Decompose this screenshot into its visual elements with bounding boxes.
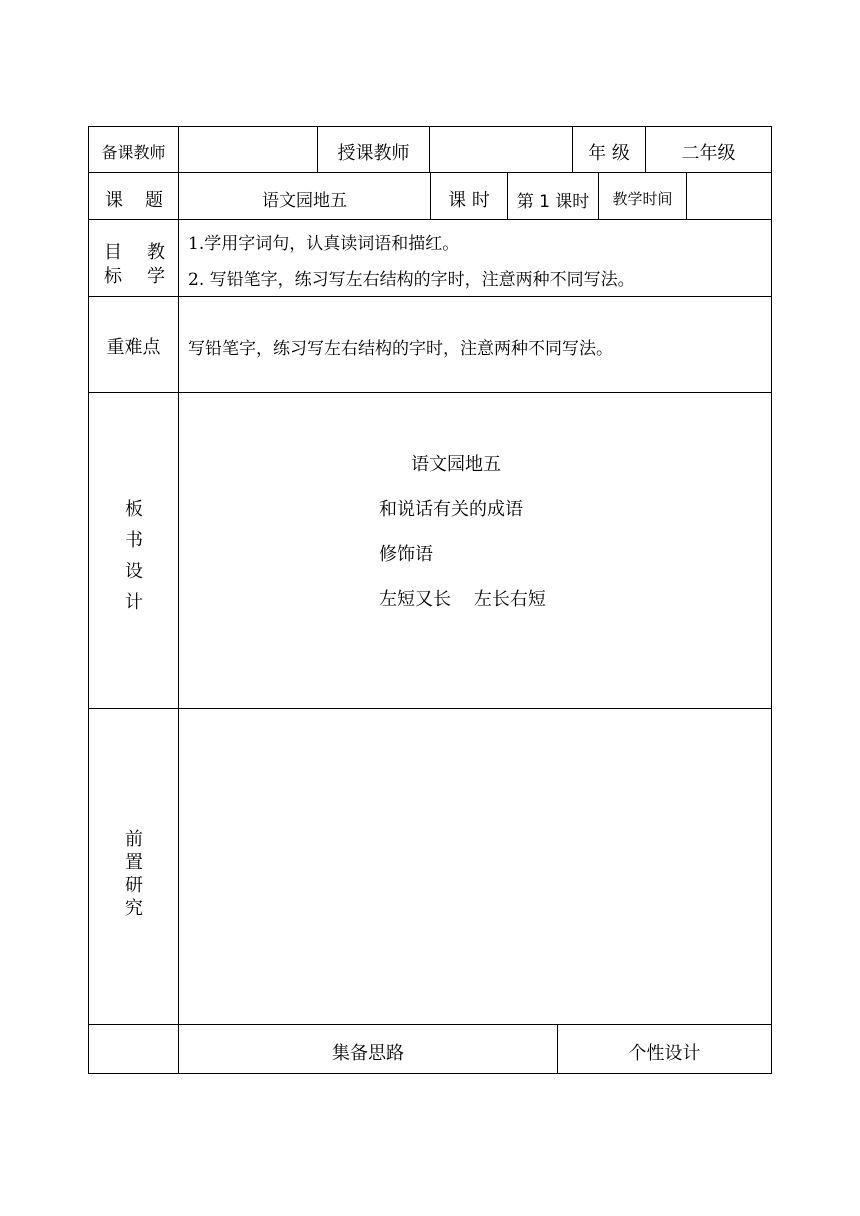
- collective-prep-cell: [178, 1024, 558, 1074]
- prep-teacher-value-cell[interactable]: [178, 126, 318, 173]
- grade-value: 二年级: [681, 143, 736, 164]
- board-design-label-char: 计: [125, 592, 143, 613]
- topic-label-char-1: 课: [105, 190, 123, 211]
- collective-prep-label: 集备思路: [332, 1043, 404, 1064]
- key-points-label-cell: [88, 296, 179, 393]
- board-design-label-char: 书: [125, 530, 143, 551]
- prep-teacher-label-cell: [88, 126, 179, 173]
- objectives-label-char: 教: [147, 242, 165, 263]
- teaching-time-label-cell: [598, 172, 687, 220]
- personal-design-label: 个性设计: [628, 1043, 701, 1064]
- objectives-label-cell: [88, 219, 179, 297]
- topic-value: 语文园地五: [262, 191, 347, 211]
- period-value: 第 1 课时: [516, 192, 590, 212]
- grade-value-cell: [645, 126, 772, 173]
- period-value-cell: [507, 172, 599, 220]
- teacher-value-cell[interactable]: [429, 126, 573, 173]
- objectives-label-char: 标: [104, 266, 122, 287]
- prep-teacher-label: 备课教师: [101, 143, 166, 162]
- board-design-line: 和说话有关的成语: [379, 499, 523, 520]
- board-design-line: 修饰语: [379, 544, 433, 565]
- board-design-label-char: 设: [125, 561, 143, 582]
- pre-research-label-char: 置: [125, 852, 143, 873]
- pre-research-label-char: 研: [125, 875, 143, 896]
- board-design-label-char: 板: [125, 499, 143, 520]
- period-label-cell: [430, 172, 508, 220]
- pre-research-label-char: 前: [125, 829, 143, 850]
- board-design-content-cell: [178, 392, 772, 709]
- grade-label: 年 级: [588, 143, 630, 164]
- objectives-content-cell: [178, 219, 772, 297]
- topic-value-cell: [178, 172, 431, 220]
- board-design-line: 左短又长 左长右短: [379, 589, 546, 610]
- key-points-label: 重难点: [106, 337, 161, 358]
- period-label: 课 时: [448, 190, 490, 211]
- teaching-time-value-cell[interactable]: [686, 172, 772, 220]
- topic-label-char-2: 题: [145, 190, 163, 211]
- pre-research-content-cell[interactable]: [178, 708, 772, 1025]
- grade-label-cell: [572, 126, 646, 173]
- objective-item: 1.学用字词句，认真读词语和描红。: [188, 234, 460, 254]
- footer-blank-cell: [88, 1024, 179, 1074]
- objectives-label-char: 目: [104, 242, 122, 263]
- personal-design-cell: [557, 1024, 772, 1074]
- teacher-label: 授课教师: [337, 143, 410, 164]
- teacher-label-cell: [317, 126, 430, 173]
- key-points-text: 写铅笔字，练习写左右结构的字时，注意两种不同写法。: [188, 339, 613, 359]
- key-points-content-cell: [178, 296, 772, 393]
- teaching-time-label: 教学时间: [612, 190, 673, 208]
- pre-research-label-char: 究: [125, 898, 143, 919]
- topic-label-cell: [88, 172, 179, 220]
- objectives-label-char: 学: [147, 266, 165, 287]
- pre-research-label-cell: [88, 708, 179, 1025]
- board-design-title: 语文园地五: [411, 454, 501, 475]
- board-design-label-cell: [88, 392, 179, 709]
- objective-item: 2. 写铅笔字，练习写左右结构的字时，注意两种不同写法。: [188, 270, 635, 290]
